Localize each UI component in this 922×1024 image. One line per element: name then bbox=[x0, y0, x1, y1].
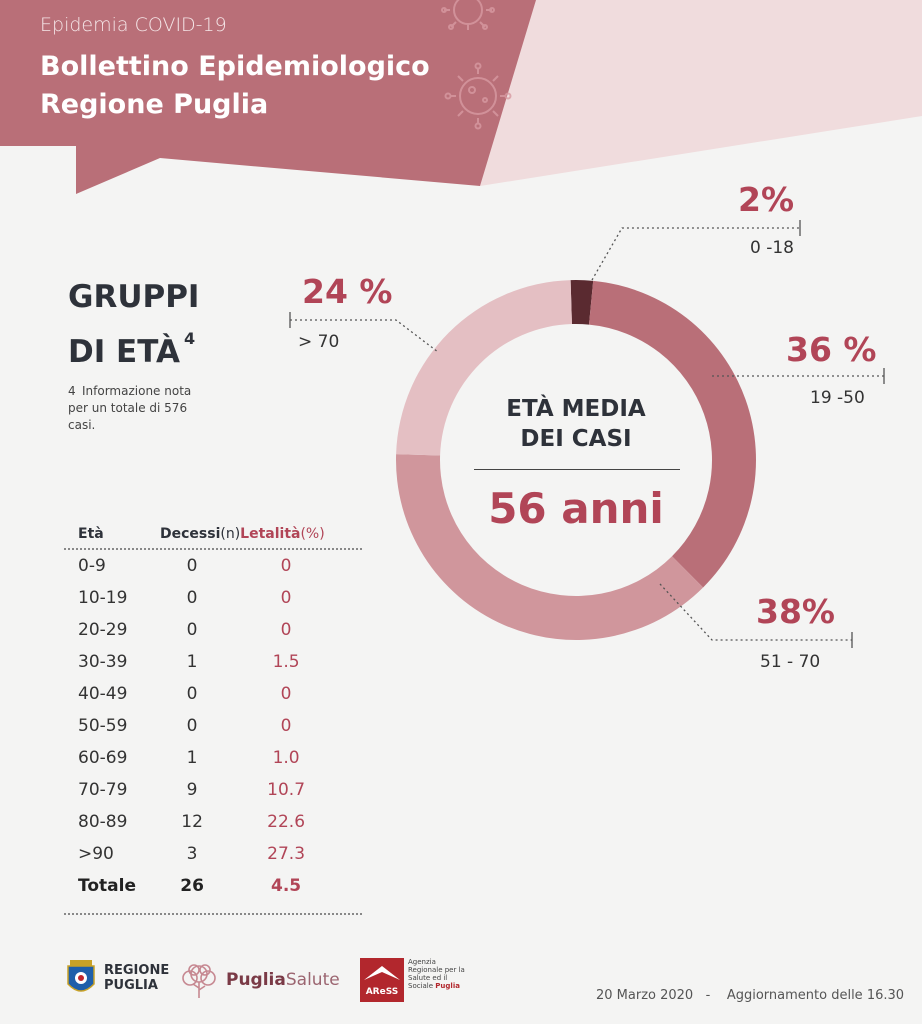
aress-logo-icon bbox=[360, 958, 404, 1002]
logo-regione-puglia bbox=[66, 958, 169, 998]
slice-51-70 bbox=[396, 454, 703, 640]
donut-center-title-line2: DEI CASI bbox=[520, 426, 632, 452]
header-lethality-unit: (%) bbox=[300, 526, 325, 542]
slice-label-51-70: 51 - 70 bbox=[760, 652, 821, 672]
lethality-cell: 22.6 bbox=[267, 812, 306, 832]
slice-label-over-70: > 70 bbox=[298, 332, 340, 352]
lethality-cell: 0 bbox=[280, 684, 292, 704]
footer-date-value: 20 Marzo 2020 bbox=[596, 988, 694, 1003]
deaths-cell: 0 bbox=[186, 556, 198, 576]
aress-mark: AReSS bbox=[365, 987, 399, 997]
donut-center-title-line1: ETÀ MEDIA bbox=[506, 396, 646, 422]
logo-ares-text: Agenzia Regionale per la Salute ed il Sociale bbox=[408, 958, 465, 990]
header-title-line2: Regione Puglia bbox=[40, 89, 269, 120]
deaths-cell: 0 bbox=[186, 684, 198, 704]
lethality-cell: 0 bbox=[280, 716, 292, 736]
deaths-cell: 1 bbox=[186, 652, 198, 672]
age-cell: 0-9 bbox=[78, 556, 106, 576]
donut-center-title bbox=[470, 394, 682, 454]
deaths-cell: 9 bbox=[186, 780, 198, 800]
logo-puglia-salute bbox=[178, 960, 340, 1000]
deaths-cell: 0 bbox=[186, 716, 198, 736]
regione-puglia-crest-icon bbox=[66, 958, 96, 998]
lethality-cell: 0 bbox=[280, 588, 292, 608]
header-deaths-unit: (n) bbox=[220, 526, 241, 542]
slice-label-19-50: 19 -50 bbox=[810, 388, 865, 408]
age-cell: 20-29 bbox=[78, 620, 128, 640]
slice-label-19-50-pct: 36 % bbox=[786, 330, 877, 369]
age-cell: 30-39 bbox=[78, 652, 128, 672]
lethality-cell: 4.5 bbox=[271, 876, 302, 896]
header-subtitle: Epidemia COVID-19 bbox=[40, 14, 227, 36]
lethality-cell: 10.7 bbox=[267, 780, 306, 800]
logo-ps-light: Salute bbox=[285, 970, 340, 990]
deaths-cell: 26 bbox=[180, 876, 204, 896]
footer-date bbox=[596, 988, 904, 1003]
lethality-cell: 1.0 bbox=[272, 748, 300, 768]
slice-label-0-18: 0 -18 bbox=[750, 238, 794, 258]
header-title-line1: Bollettino Epidemiologico bbox=[40, 51, 430, 82]
age-cell: >90 bbox=[78, 844, 114, 864]
slice-label-over-70-pct: 24 % bbox=[302, 272, 393, 311]
deaths-cell: 3 bbox=[186, 844, 198, 864]
header-deaths-label: Decessi bbox=[160, 526, 221, 542]
age-cell: 40-49 bbox=[78, 684, 128, 704]
lethality-cell: 0 bbox=[280, 556, 292, 576]
lethality-cell: 0 bbox=[280, 620, 292, 640]
footnote-number: 4 bbox=[68, 384, 76, 398]
donut-center-value: 56 anni bbox=[488, 484, 664, 533]
header-age: Età bbox=[78, 526, 104, 542]
age-cell: 70-79 bbox=[78, 780, 128, 800]
age-cell: 80-89 bbox=[78, 812, 128, 832]
deaths-cell: 0 bbox=[186, 588, 198, 608]
section-title-line2: DI ETÀ bbox=[68, 334, 180, 370]
slice-label-0-18-pct: 2% bbox=[738, 180, 795, 219]
header-lethality-label: Letalità bbox=[240, 526, 301, 542]
footnote-mark: 4 bbox=[183, 329, 196, 348]
deaths-cell: 0 bbox=[186, 620, 198, 640]
logo-regione-line1: REGIONE bbox=[104, 963, 170, 978]
footer-update: Aggiornamento delle 16.30 bbox=[726, 988, 905, 1003]
logo-aress bbox=[360, 958, 468, 1002]
logo-ares-red: Puglia bbox=[435, 982, 460, 990]
donut-center-divider bbox=[474, 469, 680, 470]
logo-ps-bold: Puglia bbox=[226, 970, 286, 990]
deaths-cell: 1 bbox=[186, 748, 198, 768]
age-cell: 10-19 bbox=[78, 588, 128, 608]
lethality-cell: 1.5 bbox=[272, 652, 300, 672]
section-title-line1: GRUPPI bbox=[68, 279, 200, 315]
age-cell: 60-69 bbox=[78, 748, 128, 768]
footer-separator: - bbox=[705, 988, 711, 1003]
age-cell: 50-59 bbox=[78, 716, 128, 736]
puglia-salute-tree-icon bbox=[178, 960, 220, 1000]
footnote-text: Informazione nota per un totale di 576 casi. bbox=[68, 384, 192, 432]
deaths-cell: 12 bbox=[181, 812, 203, 832]
logo-regione-line2: PUGLIA bbox=[104, 978, 158, 993]
slice-label-51-70-pct: 38% bbox=[756, 592, 835, 631]
lethality-cell: 27.3 bbox=[267, 844, 306, 864]
age-cell: Totale bbox=[78, 876, 136, 896]
